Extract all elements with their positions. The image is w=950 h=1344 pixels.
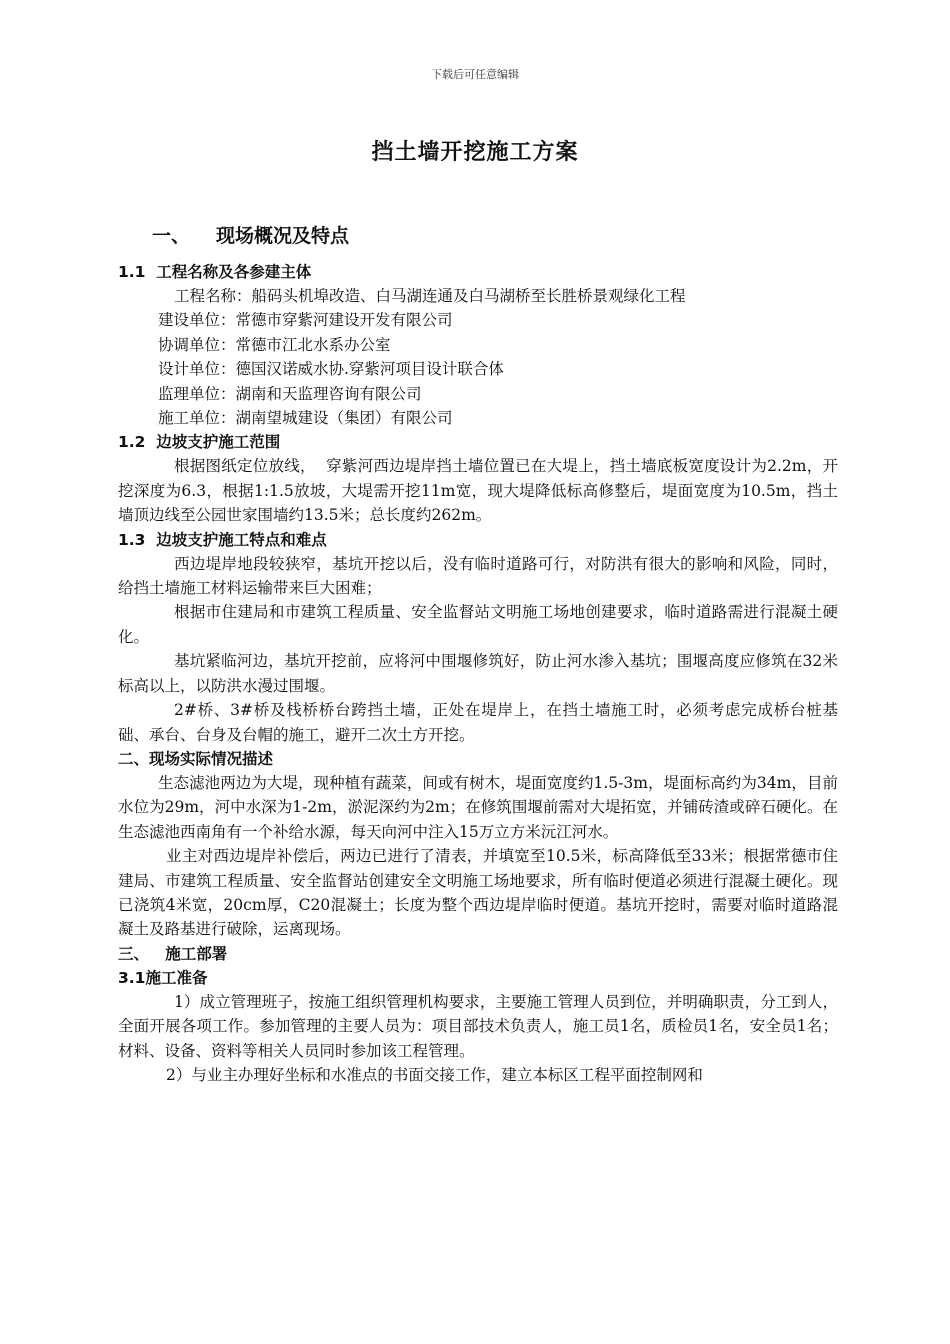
paragraph-3-1-a: 1）成立管理班子，按施工组织管理机构要求，主要施工管理人员到位，并明确职责，分工到人，全面开展各项工作。参加管理的主要人员为：项目部技术负责人，施工员1名，质检员1名，安全员1名；材料、设备、资料等相关人员同时参加该工程管理。 [118,992,838,1060]
project-name-line: 工程名称：船码头机埠改造、白马湖连通及白马湖桥至长胜桥景观绿化工程 [174,287,686,305]
heading-1-3: 1.3 边坡支护施工特点和难点 [118,530,327,549]
header-note: 下载后可任意编辑 [431,68,519,81]
contractor-line: 施工单位：湖南望城建设（集团）有限公司 [158,409,453,428]
paragraph-1-2: 根据图纸定位放线， 穿紫河西边堤岸挡土墙位置已在大堤上，挡土墙底板宽度设计为2.2m，开挖深度为6.3，根据1:1.5放坡，大堤需开挖11m宽，现大堤降低标高修整后，堤面宽度为10.5m，挡土墙顶边线至公园世家围墙约13.5米；总长度约262m。 [118,457,838,525]
heading-1-2: 1.2 边坡支护施工范围 [118,433,281,452]
document-title: 挡土墙开挖施工方案 [371,140,579,165]
heading-3-1: 3.1施工准备 [118,968,208,987]
paragraph-2-b: 业主对西边堤岸补偿后，两边已进行了清表，并填宽至10.5米，标高降低至33米；根据常德市住建局、市建筑工程质量、安全监督站创建安全文明施工场地要求，所有临时便道必须进行混凝土硬化。现已浇筑4米宽，20cm厚，C20混凝土；长度为整个西边堤岸临时便道。基坑开挖时，需要对临时道路混凝土及路基进行破除，运离现场。 [118,847,838,939]
coordinator-line: 协调单位：常德市江北水系办公室 [158,335,391,354]
paragraph-3-1-b: 2）与业主办理好坐标和水准点的书面交接工作，建立本标区工程平面控制网和 [166,1065,703,1084]
section-1-heading [152,222,838,250]
section-1-title: 现场概况及特点 [216,225,350,247]
paragraph-1-3-c: 基坑紧临河边，基坑开挖前，应将河中围堰修筑好，防止河水渗入基坑；围堰高度应修筑在32米标高以上，以防洪水漫过围堰。 [118,652,838,695]
heading-2: 二、现场实际情况描述 [118,749,274,768]
paragraph-2-a: 生态滤池两边为大堤，现种植有蔬菜，间或有树木，堤面宽度约1.5-3m，堤面标高约为34m，目前水位为29m，河中水深为1-2m，淤泥深约为2m；在修筑围堰前需对大堤拓宽，并铺砖渣或碎石硬化。在生态滤池西南角有一个补给水源，每天向河中注入15万立方米沅江河水。 [118,773,838,841]
paragraph-1-3-a: 西边堤岸地段较狭窄，基坑开挖以后，没有临时道路可行，对防洪有很大的影响和风险，同时，给挡土墙施工材料运输带来巨大困难； [118,554,838,598]
supervisor-line: 监理单位：湖南和天监理咨询有限公司 [158,384,422,403]
document-body [118,222,838,1087]
section-1-number: 一、 [152,225,191,247]
designer-line: 设计单位：德国汉诺威水协.穿紫河项目设计联合体 [158,360,504,379]
heading-1-1: 1.1 工程名称及各参建主体 [118,263,312,281]
builder-line: 建设单位：常德市穿紫河建设开发有限公司 [158,311,453,330]
paragraph-1-3-b: 根据市住建局和市建筑工程质量、安全监督站文明施工场地创建要求，临时道路需进行混凝土硬化。 [118,603,838,646]
paragraph-1-3-d: 2#桥、3#桥及栈桥桥台跨挡土墙，正处在堤岸上，在挡土墙施工时，必须考虑完成桥台桩基础、承台、台身及台帽的施工，避开二次土方开挖。 [118,701,838,744]
heading-3: 三、 施工部署 [118,944,228,963]
